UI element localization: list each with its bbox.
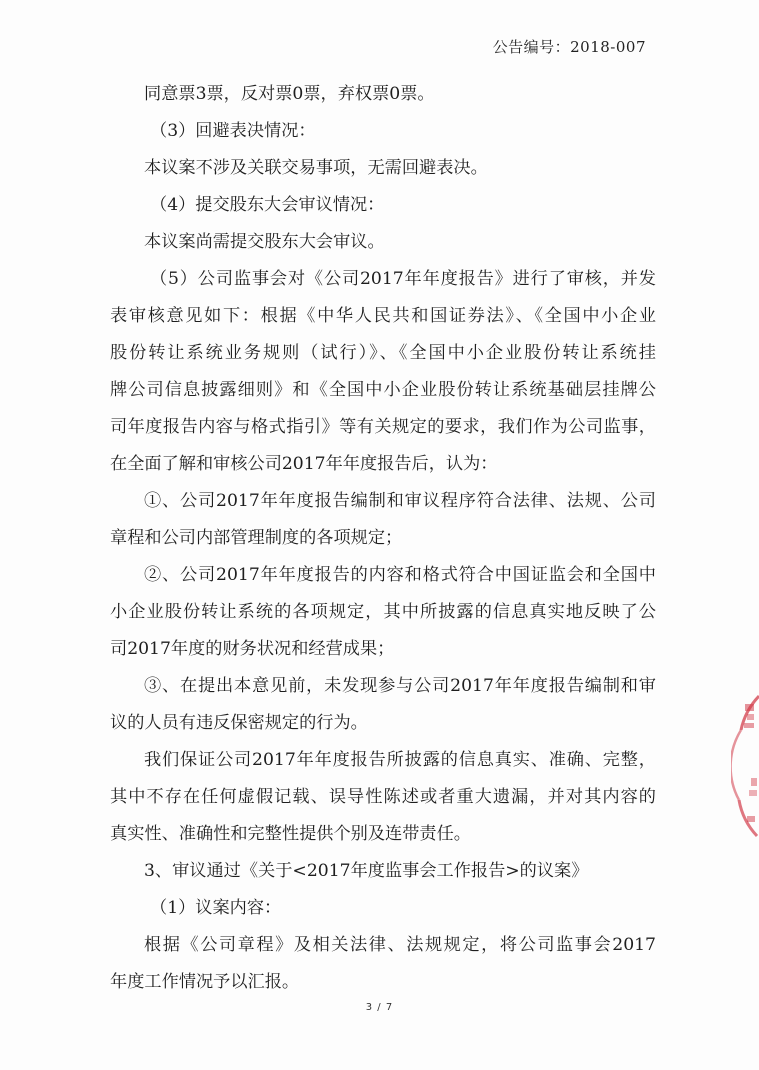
paragraph-line: 在全面了解和审核公司2017年年度报告后，认为： [110,454,498,474]
paragraph-line: 牌公司信息披露细则》和《全国中小企业股份转让系统基础层挂牌公 [110,380,656,400]
announcement-number: 公告编号：2018-007 [492,38,646,56]
paragraph-line: 本议案尚需提交股东大会审议。 [144,232,385,252]
document-body [110,76,656,1001]
paragraph-line: 司年度报告内容与格式指引》等有关规定的要求，我们作为公司监事， [110,417,656,437]
paragraph-line: 年度工作情况予以汇报。 [110,972,300,992]
paragraph-line: ③、在提出本意见前，未发现参与公司2017年年度报告编制和审 [144,676,656,696]
paragraph-line: ②、公司2017年年度报告的内容和格式符合中国证监会和全国中 [144,565,656,585]
paragraph-line: 司2017年度的财务状况和经营成果； [110,639,395,659]
paragraph-line: 表审核意见如下：根据《中华人民共和国证券法》、《全国中小企业 [110,306,656,326]
paragraph-line: 根据《公司章程》及相关法律、法规规定，将公司监事会2017 [144,935,656,955]
paragraph-line: 本议案不涉及关联交易事项，无需回避表决。 [144,158,488,178]
paragraph-line: 其中不存在任何虚假记载、误导性陈述或者重大遗漏，并对其内容的 [110,787,656,807]
paragraph-line: 同意票3票，反对票0票，弃权票0票。 [144,84,435,104]
paragraph-line: 真实性、准确性和完整性提供个别及连带责任。 [110,824,471,844]
section-heading: 3、审议通过《关于<2017年度监事会工作报告>的议案》 [144,861,589,881]
paragraph-line: 我们保证公司2017年年度报告所披露的信息真实、准确、完整， [144,750,656,770]
paragraph-line: （3）回避表决情况： [150,121,316,141]
red-seal-stamp-fragment [731,690,759,840]
seal-stamp-icon [731,690,759,840]
paragraph-line: 议的人员有违反保密规定的行为。 [110,713,368,733]
paragraph-line: （5）公司监事会对《公司2017年年度报告》进行了审核，并发 [150,269,656,289]
paragraph-line: ①、公司2017年年度报告编制和审议程序符合法律、法规、公司 [144,491,656,511]
paragraph-line: 章程和公司内部管理制度的各项规定； [110,528,403,548]
page-number: 3 / 7 [365,1002,394,1013]
paragraph-line: 股份转让系统业务规则（试行）》、《全国中小企业股份转让系统挂 [110,343,656,363]
paragraph-line: 小企业股份转让系统的各项规定，其中所披露的信息真实地反映了公 [110,602,656,622]
paragraph-line: （1）议案内容： [150,898,282,918]
paragraph-line: （4）提交股东大会审议情况： [150,195,385,215]
